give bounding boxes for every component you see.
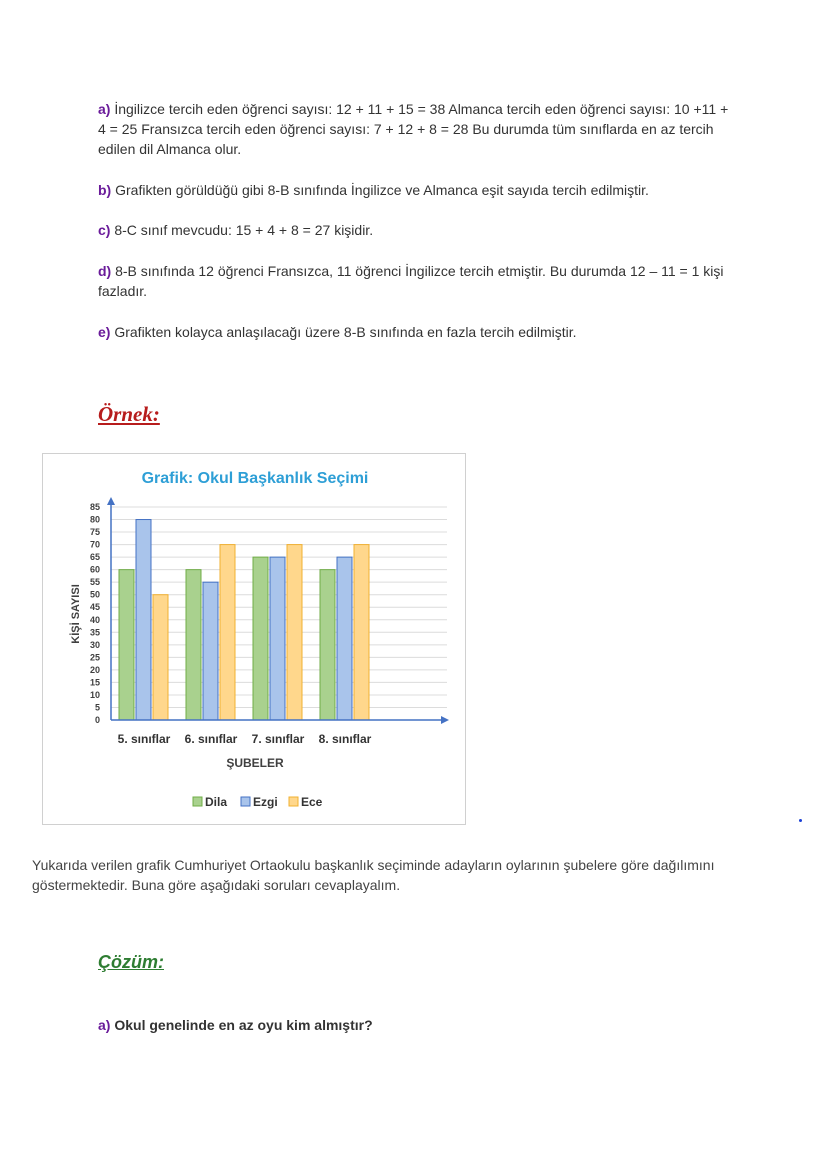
y-axis-arrow xyxy=(107,497,115,505)
bar-ece xyxy=(354,545,369,720)
question-a-text: Okul genelinde en az oyu kim almıştır? xyxy=(114,1017,373,1033)
legend-label-dila: Dila xyxy=(205,795,228,809)
x-tick-label: 8. sınıflar xyxy=(318,732,372,746)
y-tick-label: 85 xyxy=(89,502,100,512)
y-tick-label: 60 xyxy=(89,564,100,575)
answer-a xyxy=(98,99,738,159)
answer-c-label: c) xyxy=(98,222,111,238)
bar-ece xyxy=(153,595,168,720)
y-tick-label: 15 xyxy=(89,677,100,688)
legend-label-ezgi: Ezgi xyxy=(253,795,278,809)
chart-frame xyxy=(42,453,466,825)
legend-swatch-ezgi xyxy=(241,797,250,806)
answer-e xyxy=(98,322,738,342)
answer-a-text: İngilizce tercih eden öğrenci sayısı: 12 + 11 + 15 = 38 Almanca tercih eden öğrenci sayısı: 10 +11 + 4 = 25 Fransızca tercih eden öğrenci sayısı: 7 + 12 + 8 = 28 Bu durumda tüm sınıflarda en az tercih edilen dil Almanca olur. xyxy=(98,101,729,157)
y-tick-label: 10 xyxy=(89,689,100,700)
y-tick-label: 80 xyxy=(89,514,100,525)
y-tick-label: 20 xyxy=(89,664,100,675)
x-axis-arrow xyxy=(441,716,449,724)
bar-ezgi xyxy=(136,520,151,720)
x-tick-label: 7. sınıflar xyxy=(251,732,305,746)
stray-dot xyxy=(799,819,802,822)
bar-chart xyxy=(43,454,467,826)
legend-swatch-ece xyxy=(289,797,298,806)
legend-swatch-dila xyxy=(193,797,202,806)
x-tick-label: 6. sınıflar xyxy=(184,732,238,746)
bar-ece xyxy=(220,545,235,720)
answer-a-label: a) xyxy=(98,101,111,117)
answer-d-label: d) xyxy=(98,263,112,279)
y-tick-label: 55 xyxy=(89,577,100,588)
y-tick-label: 0 xyxy=(94,715,100,725)
y-tick-label: 70 xyxy=(89,539,100,550)
legend-label-ece: Ece xyxy=(301,795,323,809)
answer-b-text: Grafikten görüldüğü gibi 8-B sınıfında İngilizce ve Almanca eşit sayıda tercih edilmiştir. xyxy=(115,182,649,198)
y-tick-label: 30 xyxy=(89,639,100,650)
answer-d-text: 8-B sınıfında 12 öğrenci Fransızca, 11 öğrenci İngilizce tercih etmiştir. Bu durumda 12 – 11 = 1 kişi fazladır. xyxy=(98,263,724,299)
bar-dila xyxy=(320,570,335,720)
question-a-label: a) xyxy=(98,1017,111,1033)
bar-dila xyxy=(119,570,134,720)
y-tick-label: 50 xyxy=(89,589,100,600)
x-tick-labels xyxy=(118,732,372,746)
chart-description: Yukarıda verilen grafik Cumhuriyet Ortaokulu başkanlık seçiminde adayların oylarının şubelere göre dağılımını göstermektedir. Buna göre aşağıdaki soruları cevaplayalım. xyxy=(32,857,715,893)
x-tick-label: 5. sınıflar xyxy=(117,732,171,746)
example-heading: Örnek: xyxy=(98,402,160,426)
bar-ezgi xyxy=(337,557,352,720)
y-tick-label: 45 xyxy=(89,602,100,613)
y-axis-label: KİŞİ SAYISI xyxy=(70,584,82,644)
answer-b-label: b) xyxy=(98,182,112,198)
y-tick-label: 65 xyxy=(89,552,100,563)
y-tick-label: 40 xyxy=(89,614,100,625)
y-tick-label: 75 xyxy=(89,527,100,538)
bar-ezgi xyxy=(270,557,285,720)
chart-title: Grafik: Okul Başkanlık Seçimi xyxy=(141,470,369,487)
legend xyxy=(193,795,323,809)
bar-dila xyxy=(253,557,268,720)
answer-d xyxy=(98,261,738,301)
solution-heading: Çözüm: xyxy=(98,952,164,972)
y-tick-labels xyxy=(90,502,100,725)
question-a xyxy=(98,1017,373,1033)
bar-ezgi xyxy=(203,582,218,720)
bar-dila xyxy=(186,570,201,720)
answer-b xyxy=(98,180,738,200)
answer-e-label: e) xyxy=(98,324,111,340)
answer-c xyxy=(98,220,738,240)
y-tick-label: 5 xyxy=(94,702,100,713)
y-tick-label: 25 xyxy=(89,652,100,663)
bar-ece xyxy=(287,545,302,720)
x-axis-label: ŞUBELER xyxy=(226,756,284,770)
answer-c-text: 8-C sınıf mevcudu: 15 + 4 + 8 = 27 kişidir. xyxy=(114,222,374,238)
y-tick-label: 35 xyxy=(89,627,100,638)
answer-e-text: Grafikten kolayca anlaşılacağı üzere 8-B sınıfında en fazla tercih edilmiştir. xyxy=(114,324,577,340)
